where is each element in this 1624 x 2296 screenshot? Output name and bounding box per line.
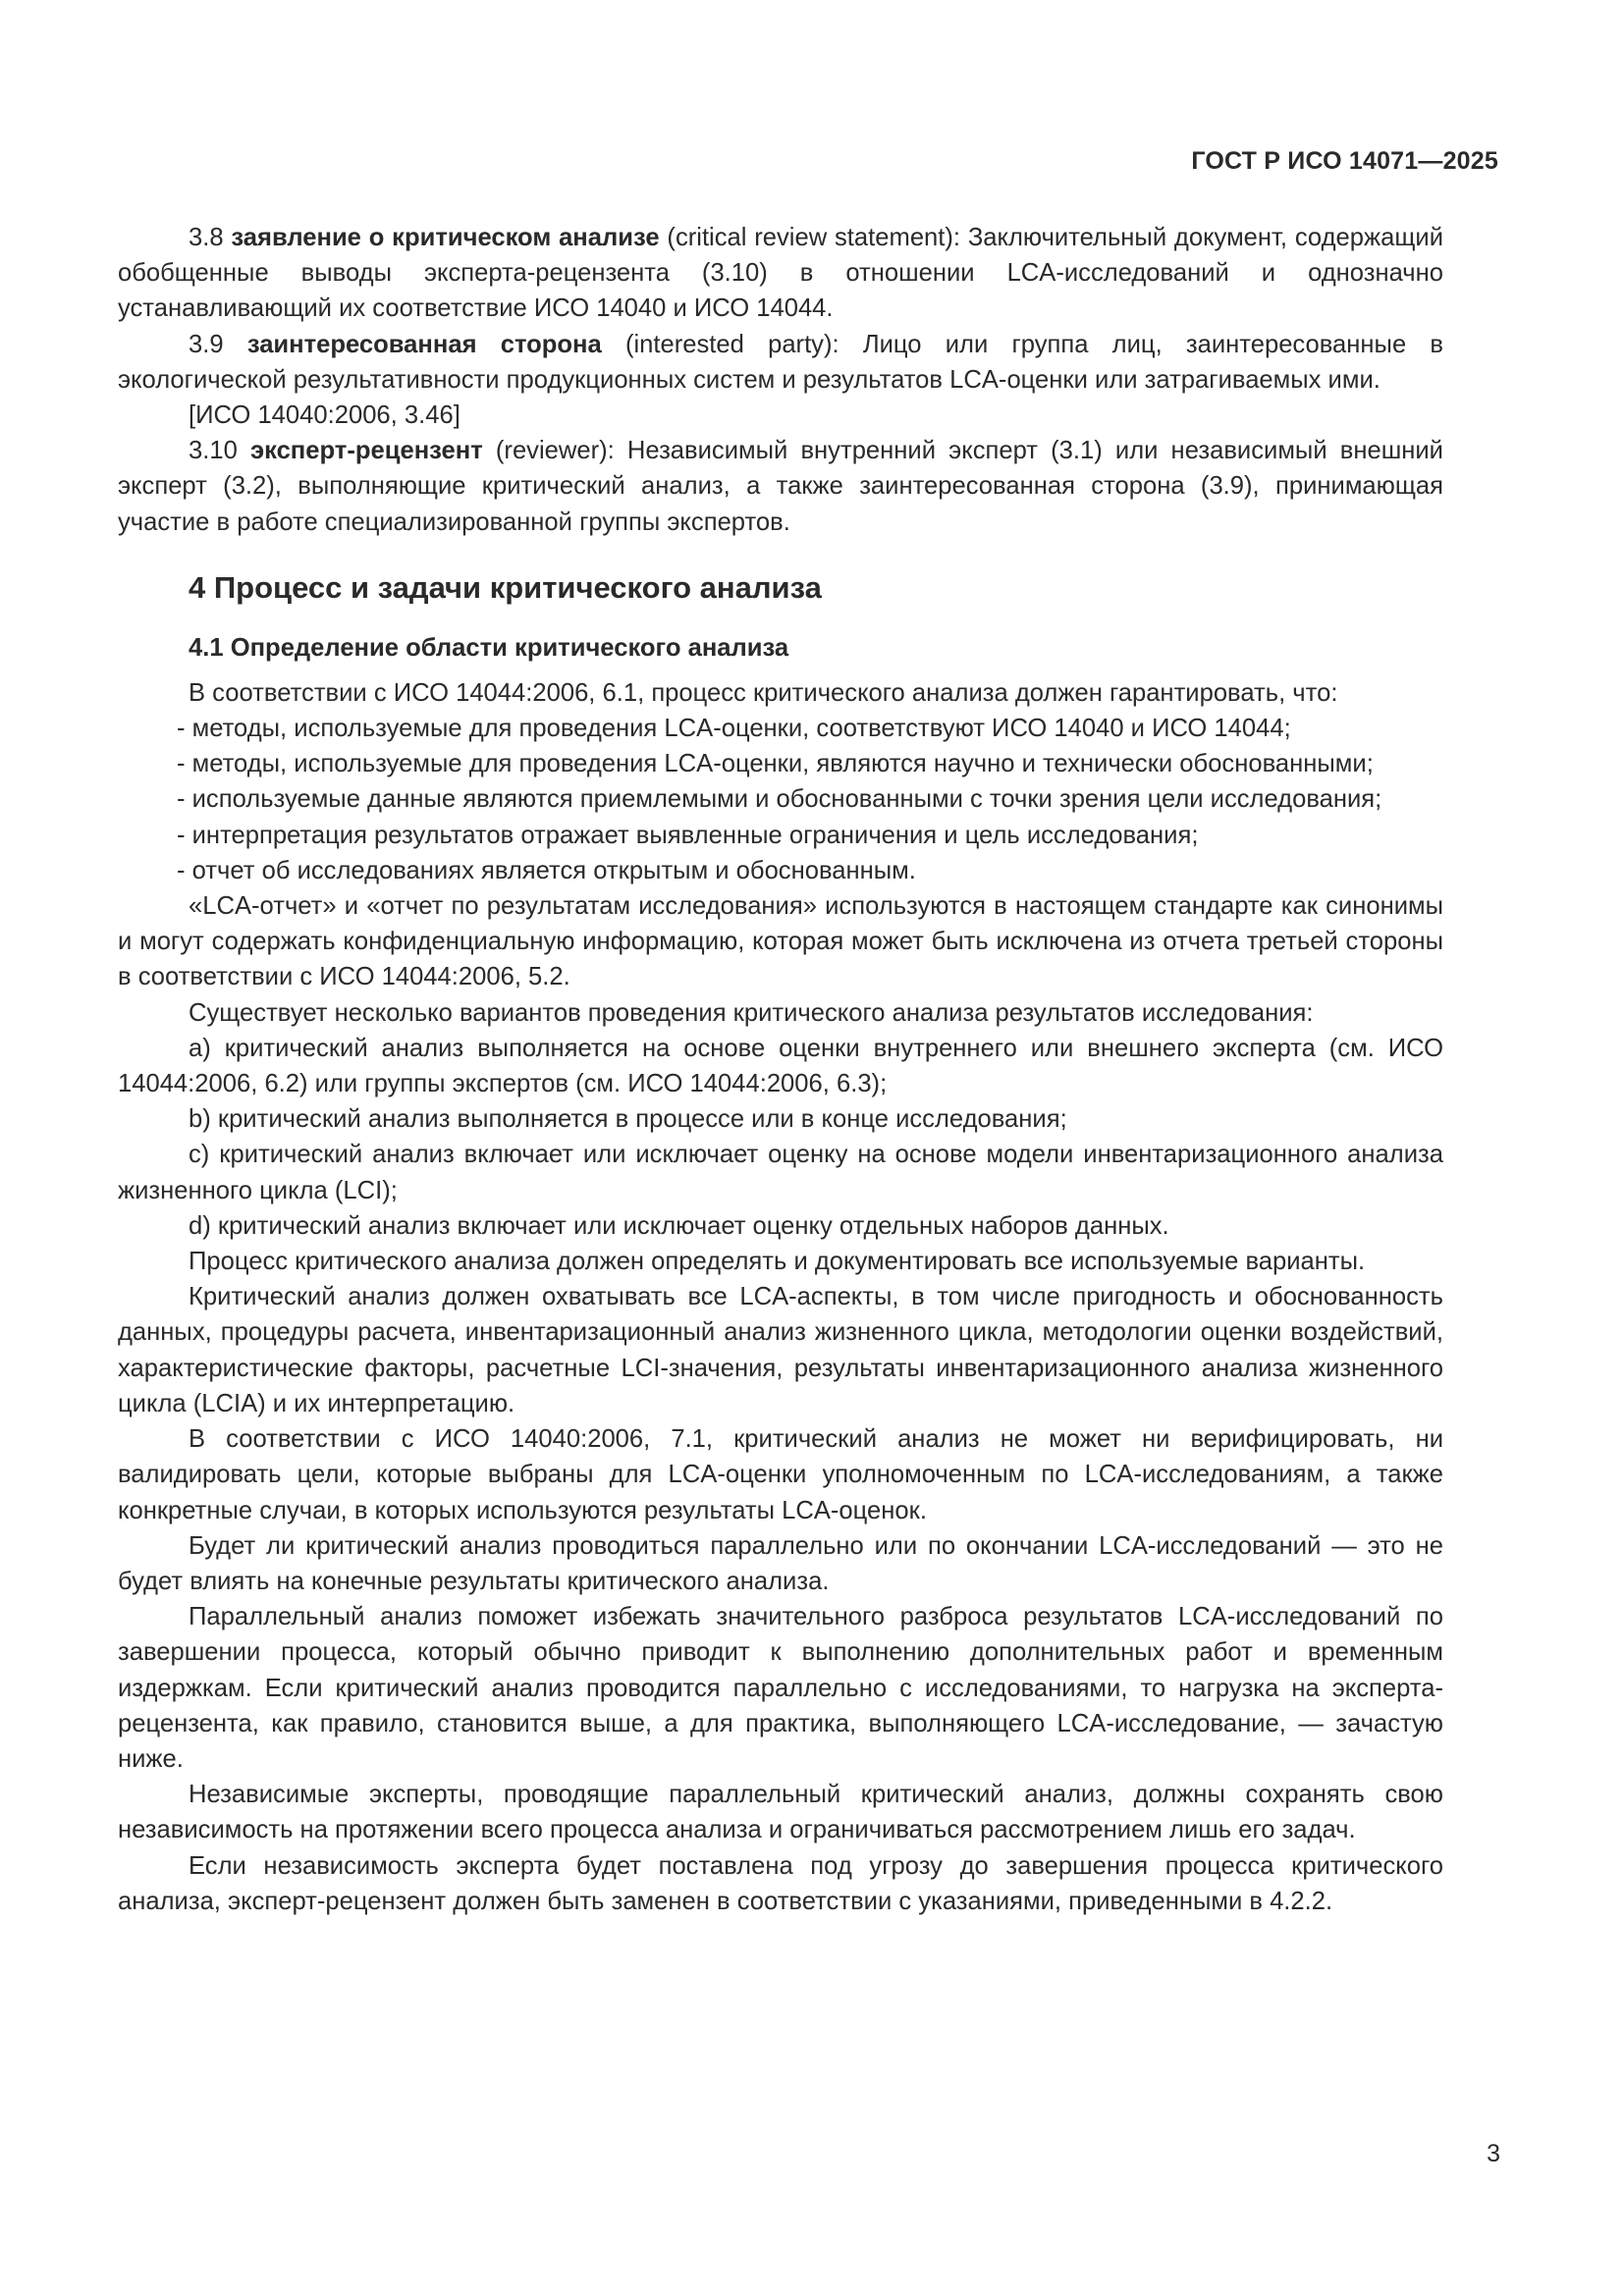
paragraph: Если независимость эксперта будет поставлена под угрозу до завершения процесса критического анализа, эксперт-рецензент должен быть заменен в соответствии с указаниями, приведенными в 4.2.2. [118, 1851, 1443, 1915]
list-item: c) критический анализ включает или исключает оценку на основе модели инвентаризационного анализа жизненного цикла (LCI); [118, 1141, 1443, 1204]
definition-number: 3.8 [189, 224, 224, 251]
paragraph: В соответствии с ИСО 14040:2006, 7.1, критический анализ не может ни верифицировать, ни валидировать цели, которые выбраны для LCA-оценки уполномоченным по LCA-исследованиям, а также конкретные случаи, в которых используются результаты LCA-оценок. [118, 1425, 1443, 1524]
definition-3-8 [118, 220, 1443, 327]
list-item: - методы, используемые для проведения LCA-оценки, являются научно и технически обоснованными; [177, 750, 1374, 778]
list-item: b) критический анализ выполняется в процессе или в конце исследования; [189, 1105, 1067, 1134]
paragraph: «LCA-отчет» и «отчет по результатам исследования» используются в настоящем стандарте как синонимы и могут содержать конфиденциальную информацию, которая может быть исключена из отчета третьей стороны в соответствии с ИСО 14044:2006, 5.2. [118, 892, 1443, 991]
page-number: 3 [1487, 2140, 1500, 2167]
list-item: - используемые данные являются приемлемыми и обоснованными с точки зрения цели исследования; [177, 785, 1382, 814]
paragraph: Параллельный анализ поможет избежать значительного разброса результатов LCA-исследований по завершении процесса, который обычно приводит к выполнению дополнительных работ и временным издержкам. Если критический анализ проводится параллельно с исследованиями, то нагрузка на эксперта-рецензента, как правило, становится выше, а для практика, выполняющего LCA-исследование, — зачастую ниже. [118, 1603, 1443, 1773]
paragraph: В соответствии с ИСО 14044:2006, 6.1, процесс критического анализа должен гарантировать, что: [189, 678, 1338, 707]
paragraph: Независимые эксперты, проводящие параллельный критический анализ, должны сохранять свою независимость на протяжении всего процесса анализа и ограничиваться рассмотрением лишь его задач. [118, 1781, 1443, 1844]
standard-designation: ГОСТ Р ИСО 14071—2025 [1191, 147, 1498, 175]
list-item: - отчет об исследованиях является открытым и обоснованным. [177, 856, 916, 884]
paragraph: Процесс критического анализа должен определять и документировать все используемые варианты. [189, 1248, 1366, 1276]
definition-text: (reviewer): Независимый внутренний эксперт (3.1) или независимый внешний эксперт (3.2), выполняющие критический анализ, а также заинтересованная сторона (3.9), принимающая участие в работе специализированной группы экспертов. [118, 437, 1443, 536]
definition-text: (interested party): Лицо или группа лиц, заинтересованные в экологической результативности продукционных систем и результатов LCA-оценки или затрагиваемых ими. [118, 330, 1443, 394]
definition-3-10 [118, 433, 1443, 540]
list-item: - методы, используемые для проведения LCA-оценки, соответствуют ИСО 14040 и ИСО 14044; [177, 715, 1291, 743]
paragraph: Существует несколько вариантов проведения критического анализа результатов исследования: [189, 998, 1314, 1027]
page-content [118, 220, 1443, 1919]
list-item: - интерпретация результатов отражает выявленные ограничения и цель исследования; [177, 821, 1199, 849]
paragraph: Будет ли критический анализ проводиться параллельно или по окончании LCA-исследований — это не будет влиять на конечные результаты критического анализа. [118, 1531, 1443, 1595]
subsection-heading: 4.1 Определение области критического анализа [189, 633, 789, 662]
list-item: a) критический анализ выполняется на основе оценки внутреннего или внешнего эксперта (см. ИСО 14044:2006, 6.2) или группы экспертов (см. ИСО 14044:2006, 6.3); [118, 1034, 1443, 1098]
definition-term: заявление о критическом анализе [231, 224, 660, 251]
definition-source: [ИСО 14040:2006, 3.46] [189, 401, 460, 430]
definition-number: 3.10 [189, 437, 238, 465]
list-item: d) критический анализ включает или исключает оценку отдельных наборов данных. [189, 1211, 1169, 1240]
definition-text: (critical review statement): Заключительный документ, содержащий обобщенные выводы эксперта-рецензента (3.10) в отношении LCA-исследований и однозначно устанавливающий их соответствие ИСО 14040 и ИСО 14044. [118, 224, 1443, 323]
section-heading: 4 Процесс и задачи критического анализа [189, 569, 822, 605]
definition-term: заинтересованная сторона [246, 330, 602, 358]
definition-number: 3.9 [189, 330, 224, 358]
definition-term: эксперт-рецензент [249, 437, 483, 465]
paragraph: Критический анализ должен охватывать все LCA-аспекты, в том числе пригодность и обоснованность данных, процедуры расчета, инвентаризационный анализ жизненного цикла, методологии оценки воздействий, характеристические факторы, расчетные LCI-значения, результаты инвентаризационного анализа жизненного цикла (LCIA) и их интерпретацию. [118, 1283, 1443, 1417]
definition-3-9 [118, 327, 1443, 398]
